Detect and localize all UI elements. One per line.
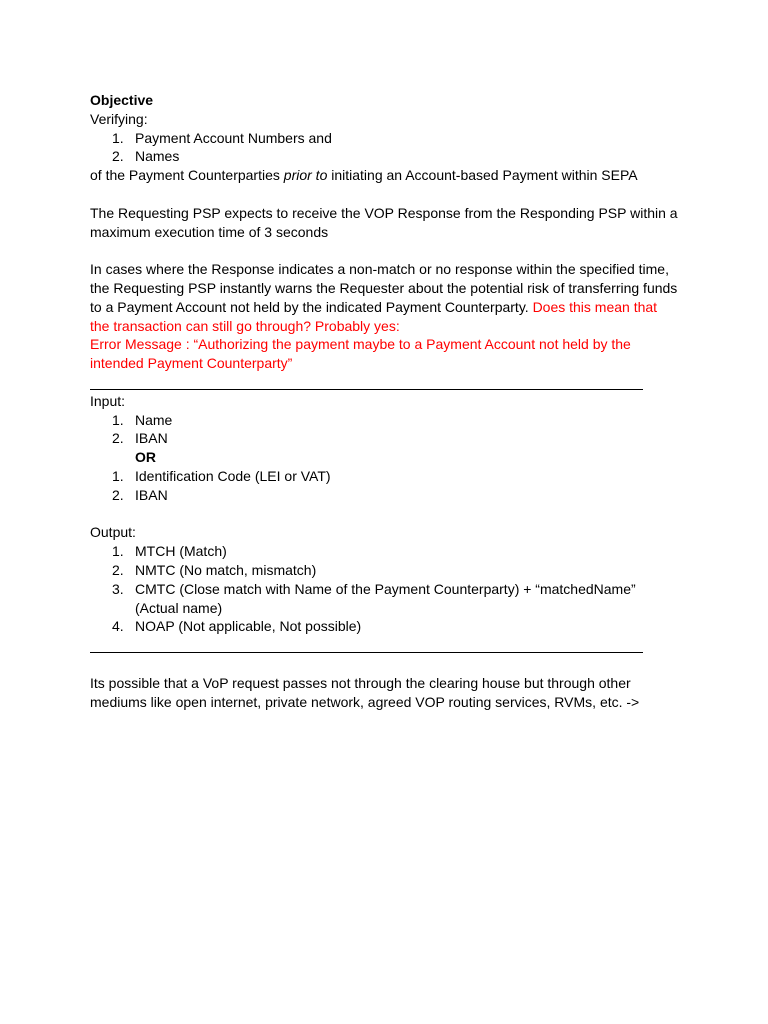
list-item [90, 580, 680, 618]
list-number: 1. [112, 129, 124, 146]
list-item [90, 429, 690, 448]
list-item [90, 542, 690, 561]
list-number: 3. [112, 580, 124, 597]
list-number: 1. [112, 543, 124, 560]
nonmatch-text: In cases where the Response indicates a non-match or no response within the specified time, the Requesting PSP instantly warns the Requester about the potential risk of transferring funds to a Payment Account not held by the indicated Payment Counterparty. [90, 261, 678, 315]
list-text: Name [135, 411, 173, 428]
list-text: IBAN [135, 430, 168, 447]
response-paragraph: The Requesting PSP expects to receive the VOP Response from the Responding PSP within a maximum execution time of 3 seconds [90, 204, 678, 240]
list-item [90, 147, 690, 166]
input-label: Input: [90, 392, 126, 409]
list-item [90, 486, 690, 505]
list-text: MTCH (Match) [135, 543, 227, 560]
counterparties-text-italic: prior to [283, 167, 328, 184]
list-item [90, 129, 690, 148]
output-label: Output: [90, 524, 136, 541]
list-number: 2. [112, 430, 124, 447]
counterparties-line [90, 166, 690, 185]
list-text: NMTC (No match, mismatch) [135, 561, 317, 578]
list-text: Names [135, 148, 180, 165]
list-item [90, 467, 690, 486]
counterparties-text-before: of the Payment Counterparties [90, 167, 284, 184]
list-number: 1. [112, 467, 124, 484]
verifying-label: Verifying: [90, 110, 148, 127]
list-text: IBAN [135, 486, 168, 503]
vop-routing-paragraph: Its possible that a VoP request passes not through the clearing house but through other mediums like open internet, private network, agreed VOP routing services, RVMs, etc. -> [90, 674, 640, 710]
list-text: CMTC (Close match with Name of the Payment Counterparty) + “matchedName” (Actual name) [135, 580, 636, 616]
list-number: 2. [112, 486, 124, 503]
list-number: 2. [112, 148, 124, 165]
or-separator: OR [135, 449, 156, 466]
list-text: NOAP (Not applicable, Not possible) [135, 618, 362, 635]
list-text: Identification Code (LEI or VAT) [135, 467, 331, 484]
document-page [90, 91, 690, 711]
list-item [90, 561, 690, 580]
list-item [90, 617, 690, 636]
nonmatch-paragraph [90, 260, 680, 335]
objective-heading: Objective [90, 92, 154, 108]
list-text: Payment Account Numbers and [135, 129, 332, 146]
list-item [90, 411, 690, 430]
nonmatch-question: Does this mean that the transaction can still go through? Probably yes: [90, 298, 658, 334]
horizontal-rule [90, 373, 690, 392]
horizontal-rule [90, 636, 690, 655]
list-number: 1. [112, 411, 124, 428]
counterparties-text-after: initiating an Account-based Payment within SEPA [327, 167, 638, 184]
list-number: 2. [112, 561, 124, 578]
list-number: 4. [112, 618, 124, 635]
error-message-paragraph: Error Message : “Authorizing the payment maybe to a Payment Account not held by the intended Payment Counterparty” [90, 336, 631, 372]
